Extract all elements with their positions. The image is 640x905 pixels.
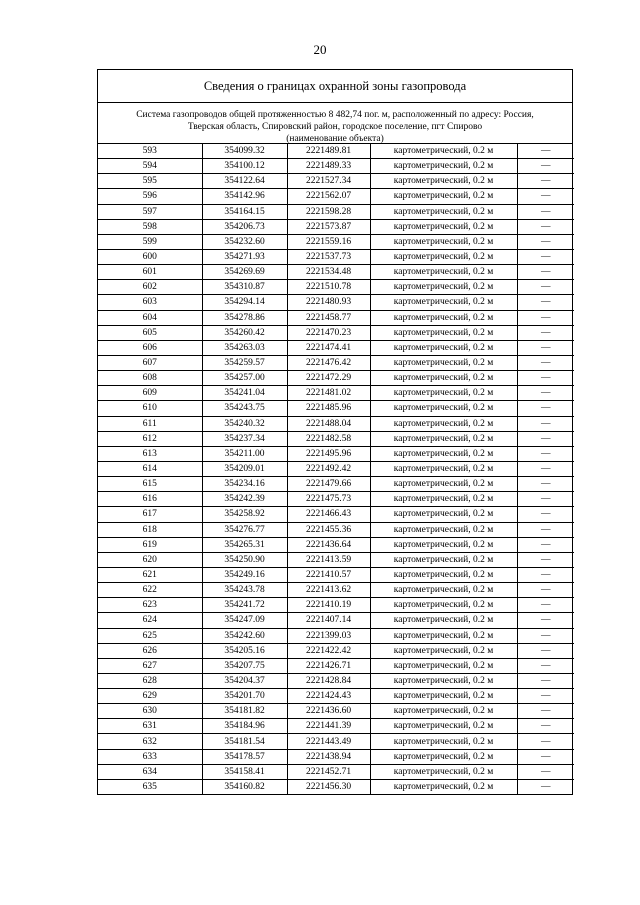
table-row bbox=[98, 431, 574, 446]
table-row bbox=[98, 613, 574, 628]
table-row bbox=[98, 325, 574, 340]
table-row bbox=[98, 552, 574, 567]
coordinates-table-body bbox=[98, 144, 574, 794]
y-coordinate-cell: 2221436.64 bbox=[287, 537, 370, 552]
description-cell: — bbox=[517, 764, 574, 779]
point-number-cell: 597 bbox=[98, 204, 202, 219]
table-row bbox=[98, 628, 574, 643]
point-number-cell: 613 bbox=[98, 446, 202, 461]
point-number-cell: 595 bbox=[98, 174, 202, 189]
method-accuracy-cell: картометрический, 0.2 м bbox=[370, 280, 517, 295]
description-cell: — bbox=[517, 643, 574, 658]
x-coordinate-cell: 354205.16 bbox=[202, 643, 287, 658]
x-coordinate-cell: 354237.34 bbox=[202, 431, 287, 446]
y-coordinate-cell: 2221441.39 bbox=[287, 719, 370, 734]
method-accuracy-cell: картометрический, 0.2 м bbox=[370, 371, 517, 386]
table-row bbox=[98, 673, 574, 688]
y-coordinate-cell: 2221436.60 bbox=[287, 704, 370, 719]
table-row bbox=[98, 446, 574, 461]
table-row bbox=[98, 401, 574, 416]
table-row bbox=[98, 174, 574, 189]
method-accuracy-cell: картометрический, 0.2 м bbox=[370, 144, 517, 159]
method-accuracy-cell: картометрический, 0.2 м bbox=[370, 340, 517, 355]
method-accuracy-cell: картометрический, 0.2 м bbox=[370, 386, 517, 401]
y-coordinate-cell: 2221480.93 bbox=[287, 295, 370, 310]
x-coordinate-cell: 354247.09 bbox=[202, 613, 287, 628]
method-accuracy-cell: картометрический, 0.2 м bbox=[370, 325, 517, 340]
method-accuracy-cell: картометрический, 0.2 м bbox=[370, 174, 517, 189]
y-coordinate-cell: 2221492.42 bbox=[287, 461, 370, 476]
point-number-cell: 619 bbox=[98, 537, 202, 552]
table-row bbox=[98, 234, 574, 249]
table-row bbox=[98, 265, 574, 280]
x-coordinate-cell: 354099.32 bbox=[202, 144, 287, 159]
y-coordinate-cell: 2221413.62 bbox=[287, 583, 370, 598]
x-coordinate-cell: 354278.86 bbox=[202, 310, 287, 325]
description-cell: — bbox=[517, 704, 574, 719]
x-coordinate-cell: 354204.37 bbox=[202, 673, 287, 688]
point-number-cell: 608 bbox=[98, 371, 202, 386]
x-coordinate-cell: 354178.57 bbox=[202, 749, 287, 764]
point-number-cell: 601 bbox=[98, 265, 202, 280]
x-coordinate-cell: 354158.41 bbox=[202, 764, 287, 779]
table-row bbox=[98, 295, 574, 310]
x-coordinate-cell: 354258.92 bbox=[202, 507, 287, 522]
point-number-cell: 628 bbox=[98, 673, 202, 688]
x-coordinate-cell: 354269.69 bbox=[202, 265, 287, 280]
y-coordinate-cell: 2221534.48 bbox=[287, 265, 370, 280]
point-number-cell: 615 bbox=[98, 477, 202, 492]
table-row bbox=[98, 643, 574, 658]
point-number-cell: 630 bbox=[98, 704, 202, 719]
x-coordinate-cell: 354243.78 bbox=[202, 583, 287, 598]
description-cell: — bbox=[517, 583, 574, 598]
x-coordinate-cell: 354257.00 bbox=[202, 371, 287, 386]
table-row bbox=[98, 355, 574, 370]
table-row bbox=[98, 779, 574, 794]
x-coordinate-cell: 354184.96 bbox=[202, 719, 287, 734]
description-cell: — bbox=[517, 144, 574, 159]
method-accuracy-cell: картометрический, 0.2 м bbox=[370, 416, 517, 431]
x-coordinate-cell: 354249.16 bbox=[202, 567, 287, 582]
x-coordinate-cell: 354181.54 bbox=[202, 734, 287, 749]
description-cell: — bbox=[517, 673, 574, 688]
method-accuracy-cell: картометрический, 0.2 м bbox=[370, 764, 517, 779]
point-number-cell: 600 bbox=[98, 249, 202, 264]
description-cell: — bbox=[517, 295, 574, 310]
y-coordinate-cell: 2221410.19 bbox=[287, 598, 370, 613]
point-number-cell: 624 bbox=[98, 613, 202, 628]
method-accuracy-cell: картометрический, 0.2 м bbox=[370, 719, 517, 734]
description-cell: — bbox=[517, 492, 574, 507]
page-number: 20 bbox=[313, 42, 327, 57]
y-coordinate-cell: 2221452.71 bbox=[287, 764, 370, 779]
point-number-cell: 593 bbox=[98, 144, 202, 159]
table-row bbox=[98, 219, 574, 234]
method-accuracy-cell: картометрический, 0.2 м bbox=[370, 734, 517, 749]
description-cell: — bbox=[517, 174, 574, 189]
table-row bbox=[98, 583, 574, 598]
point-number-cell: 609 bbox=[98, 386, 202, 401]
x-coordinate-cell: 354209.01 bbox=[202, 461, 287, 476]
y-coordinate-cell: 2221537.73 bbox=[287, 249, 370, 264]
y-coordinate-cell: 2221573.87 bbox=[287, 219, 370, 234]
point-number-cell: 594 bbox=[98, 159, 202, 174]
method-accuracy-cell: картометрический, 0.2 м bbox=[370, 613, 517, 628]
point-number-cell: 618 bbox=[98, 522, 202, 537]
method-accuracy-cell: картометрический, 0.2 м bbox=[370, 295, 517, 310]
point-number-cell: 631 bbox=[98, 719, 202, 734]
table-row bbox=[98, 537, 574, 552]
y-coordinate-cell: 2221413.59 bbox=[287, 552, 370, 567]
table-row bbox=[98, 764, 574, 779]
x-coordinate-cell: 354276.77 bbox=[202, 522, 287, 537]
point-number-cell: 602 bbox=[98, 280, 202, 295]
table-row bbox=[98, 204, 574, 219]
method-accuracy-cell: картометрический, 0.2 м bbox=[370, 492, 517, 507]
method-accuracy-cell: картометрический, 0.2 м bbox=[370, 189, 517, 204]
y-coordinate-cell: 2221438.94 bbox=[287, 749, 370, 764]
description-cell: — bbox=[517, 401, 574, 416]
description-cell: — bbox=[517, 265, 574, 280]
method-accuracy-cell: картометрический, 0.2 м bbox=[370, 658, 517, 673]
description-cell: — bbox=[517, 446, 574, 461]
description-cell: — bbox=[517, 567, 574, 582]
y-coordinate-cell: 2221466.43 bbox=[287, 507, 370, 522]
table-row bbox=[98, 249, 574, 264]
x-coordinate-cell: 354242.60 bbox=[202, 628, 287, 643]
method-accuracy-cell: картометрический, 0.2 м bbox=[370, 446, 517, 461]
point-number-cell: 621 bbox=[98, 567, 202, 582]
x-coordinate-cell: 354260.42 bbox=[202, 325, 287, 340]
point-number-cell: 626 bbox=[98, 643, 202, 658]
point-number-cell: 596 bbox=[98, 189, 202, 204]
table-row bbox=[98, 340, 574, 355]
point-number-cell: 606 bbox=[98, 340, 202, 355]
description-cell: — bbox=[517, 598, 574, 613]
table-row bbox=[98, 492, 574, 507]
point-number-cell: 610 bbox=[98, 401, 202, 416]
y-coordinate-cell: 2221456.30 bbox=[287, 779, 370, 794]
point-number-cell: 620 bbox=[98, 552, 202, 567]
y-coordinate-cell: 2221495.96 bbox=[287, 446, 370, 461]
method-accuracy-cell: картометрический, 0.2 м bbox=[370, 234, 517, 249]
y-coordinate-cell: 2221598.28 bbox=[287, 204, 370, 219]
method-accuracy-cell: картометрический, 0.2 м bbox=[370, 643, 517, 658]
y-coordinate-cell: 2221482.58 bbox=[287, 431, 370, 446]
description-cell: — bbox=[517, 204, 574, 219]
description-cell: — bbox=[517, 779, 574, 794]
method-accuracy-cell: картометрический, 0.2 м bbox=[370, 567, 517, 582]
point-number-cell: 633 bbox=[98, 749, 202, 764]
x-coordinate-cell: 354243.75 bbox=[202, 401, 287, 416]
table-row bbox=[98, 371, 574, 386]
point-number-cell: 605 bbox=[98, 325, 202, 340]
y-coordinate-cell: 2221422.42 bbox=[287, 643, 370, 658]
x-coordinate-cell: 354181.82 bbox=[202, 704, 287, 719]
description-cell: — bbox=[517, 628, 574, 643]
point-number-cell: 607 bbox=[98, 355, 202, 370]
y-coordinate-cell: 2221489.81 bbox=[287, 144, 370, 159]
x-coordinate-cell: 354250.90 bbox=[202, 552, 287, 567]
point-number-cell: 616 bbox=[98, 492, 202, 507]
description-cell: — bbox=[517, 249, 574, 264]
x-coordinate-cell: 354234.16 bbox=[202, 477, 287, 492]
object-description bbox=[98, 103, 572, 144]
table-row bbox=[98, 310, 574, 325]
table-row bbox=[98, 144, 574, 159]
zone-boundary-document bbox=[97, 69, 573, 795]
table-row bbox=[98, 689, 574, 704]
x-coordinate-cell: 354122.64 bbox=[202, 174, 287, 189]
method-accuracy-cell: картометрический, 0.2 м bbox=[370, 431, 517, 446]
description-cell: — bbox=[517, 734, 574, 749]
method-accuracy-cell: картометрический, 0.2 м bbox=[370, 265, 517, 280]
x-coordinate-cell: 354310.87 bbox=[202, 280, 287, 295]
table-row bbox=[98, 507, 574, 522]
table-row bbox=[98, 386, 574, 401]
y-coordinate-cell: 2221475.73 bbox=[287, 492, 370, 507]
table-row bbox=[98, 280, 574, 295]
method-accuracy-cell: картометрический, 0.2 м bbox=[370, 401, 517, 416]
y-coordinate-cell: 2221428.84 bbox=[287, 673, 370, 688]
table-row bbox=[98, 719, 574, 734]
description-cell: — bbox=[517, 386, 574, 401]
y-coordinate-cell: 2221426.71 bbox=[287, 658, 370, 673]
x-coordinate-cell: 354160.82 bbox=[202, 779, 287, 794]
description-cell: — bbox=[517, 689, 574, 704]
description-cell: — bbox=[517, 522, 574, 537]
x-coordinate-cell: 354206.73 bbox=[202, 219, 287, 234]
table-row bbox=[98, 189, 574, 204]
method-accuracy-cell: картометрический, 0.2 м bbox=[370, 249, 517, 264]
table-row bbox=[98, 598, 574, 613]
y-coordinate-cell: 2221479.66 bbox=[287, 477, 370, 492]
method-accuracy-cell: картометрический, 0.2 м bbox=[370, 461, 517, 476]
x-coordinate-cell: 354259.57 bbox=[202, 355, 287, 370]
table-row bbox=[98, 461, 574, 476]
description-cell: — bbox=[517, 507, 574, 522]
table-row bbox=[98, 522, 574, 537]
coordinates-table bbox=[98, 144, 574, 794]
y-coordinate-cell: 2221474.41 bbox=[287, 340, 370, 355]
method-accuracy-cell: картометрический, 0.2 м bbox=[370, 522, 517, 537]
point-number-cell: 614 bbox=[98, 461, 202, 476]
method-accuracy-cell: картометрический, 0.2 м bbox=[370, 537, 517, 552]
table-row bbox=[98, 477, 574, 492]
y-coordinate-cell: 2221485.96 bbox=[287, 401, 370, 416]
y-coordinate-cell: 2221410.57 bbox=[287, 567, 370, 582]
point-number-cell: 603 bbox=[98, 295, 202, 310]
method-accuracy-cell: картометрический, 0.2 м bbox=[370, 749, 517, 764]
y-coordinate-cell: 2221559.16 bbox=[287, 234, 370, 249]
point-number-cell: 629 bbox=[98, 689, 202, 704]
y-coordinate-cell: 2221510.78 bbox=[287, 280, 370, 295]
point-number-cell: 634 bbox=[98, 764, 202, 779]
description-cell: — bbox=[517, 431, 574, 446]
y-coordinate-cell: 2221470.23 bbox=[287, 325, 370, 340]
description-cell: — bbox=[517, 658, 574, 673]
description-cell: — bbox=[517, 416, 574, 431]
description-cell: — bbox=[517, 280, 574, 295]
table-row bbox=[98, 567, 574, 582]
y-coordinate-cell: 2221443.49 bbox=[287, 734, 370, 749]
description-cell: — bbox=[517, 371, 574, 386]
description-cell: — bbox=[517, 477, 574, 492]
x-coordinate-cell: 354265.31 bbox=[202, 537, 287, 552]
point-number-cell: 604 bbox=[98, 310, 202, 325]
method-accuracy-cell: картометрический, 0.2 м bbox=[370, 704, 517, 719]
x-coordinate-cell: 354164.15 bbox=[202, 204, 287, 219]
point-number-cell: 622 bbox=[98, 583, 202, 598]
description-cell: — bbox=[517, 355, 574, 370]
point-number-cell: 598 bbox=[98, 219, 202, 234]
y-coordinate-cell: 2221527.34 bbox=[287, 174, 370, 189]
y-coordinate-cell: 2221399.03 bbox=[287, 628, 370, 643]
description-cell: — bbox=[517, 613, 574, 628]
table-row bbox=[98, 658, 574, 673]
x-coordinate-cell: 354271.93 bbox=[202, 249, 287, 264]
method-accuracy-cell: картометрический, 0.2 м bbox=[370, 598, 517, 613]
description-cell: — bbox=[517, 461, 574, 476]
y-coordinate-cell: 2221489.33 bbox=[287, 159, 370, 174]
table-row bbox=[98, 704, 574, 719]
method-accuracy-cell: картометрический, 0.2 м bbox=[370, 219, 517, 234]
description-cell: — bbox=[517, 234, 574, 249]
x-coordinate-cell: 354201.70 bbox=[202, 689, 287, 704]
method-accuracy-cell: картометрический, 0.2 м bbox=[370, 477, 517, 492]
x-coordinate-cell: 354211.00 bbox=[202, 446, 287, 461]
point-number-cell: 617 bbox=[98, 507, 202, 522]
table-row bbox=[98, 159, 574, 174]
x-coordinate-cell: 354241.04 bbox=[202, 386, 287, 401]
description-cell: — bbox=[517, 189, 574, 204]
x-coordinate-cell: 354263.03 bbox=[202, 340, 287, 355]
y-coordinate-cell: 2221488.04 bbox=[287, 416, 370, 431]
y-coordinate-cell: 2221458.77 bbox=[287, 310, 370, 325]
method-accuracy-cell: картометрический, 0.2 м bbox=[370, 159, 517, 174]
method-accuracy-cell: картометрический, 0.2 м bbox=[370, 689, 517, 704]
y-coordinate-cell: 2221472.29 bbox=[287, 371, 370, 386]
method-accuracy-cell: картометрический, 0.2 м bbox=[370, 552, 517, 567]
point-number-cell: 623 bbox=[98, 598, 202, 613]
point-number-cell: 627 bbox=[98, 658, 202, 673]
method-accuracy-cell: картометрический, 0.2 м bbox=[370, 507, 517, 522]
document-title: Сведения о границах охранной зоны газопровода bbox=[98, 70, 572, 103]
description-cell: — bbox=[517, 552, 574, 567]
point-number-cell: 625 bbox=[98, 628, 202, 643]
point-number-cell: 612 bbox=[98, 431, 202, 446]
y-coordinate-cell: 2221455.36 bbox=[287, 522, 370, 537]
table-row bbox=[98, 416, 574, 431]
method-accuracy-cell: картометрический, 0.2 м bbox=[370, 204, 517, 219]
table-row bbox=[98, 749, 574, 764]
description-cell: — bbox=[517, 749, 574, 764]
description-line-2: Тверская область, Спировский район, городское поселение, пгт Спирово bbox=[187, 122, 483, 132]
point-number-cell: 611 bbox=[98, 416, 202, 431]
point-number-cell: 632 bbox=[98, 734, 202, 749]
description-cell: — bbox=[517, 340, 574, 355]
x-coordinate-cell: 354294.14 bbox=[202, 295, 287, 310]
x-coordinate-cell: 354232.60 bbox=[202, 234, 287, 249]
method-accuracy-cell: картометрический, 0.2 м bbox=[370, 310, 517, 325]
point-number-cell: 599 bbox=[98, 234, 202, 249]
description-cell: — bbox=[517, 537, 574, 552]
x-coordinate-cell: 354100.12 bbox=[202, 159, 287, 174]
description-cell: — bbox=[517, 325, 574, 340]
x-coordinate-cell: 354142.96 bbox=[202, 189, 287, 204]
point-number-cell: 635 bbox=[98, 779, 202, 794]
y-coordinate-cell: 2221407.14 bbox=[287, 613, 370, 628]
description-line-1: Система газопроводов общей протяженностью 8 482,74 пог. м, расположенный по адресу: Россия, bbox=[136, 110, 534, 120]
table-row bbox=[98, 734, 574, 749]
x-coordinate-cell: 354207.75 bbox=[202, 658, 287, 673]
description-cell: — bbox=[517, 219, 574, 234]
x-coordinate-cell: 354242.39 bbox=[202, 492, 287, 507]
method-accuracy-cell: картометрический, 0.2 м bbox=[370, 583, 517, 598]
method-accuracy-cell: картометрический, 0.2 м bbox=[370, 673, 517, 688]
y-coordinate-cell: 2221424.43 bbox=[287, 689, 370, 704]
method-accuracy-cell: картометрический, 0.2 м bbox=[370, 628, 517, 643]
method-accuracy-cell: картометрический, 0.2 м bbox=[370, 355, 517, 370]
method-accuracy-cell: картометрический, 0.2 м bbox=[370, 779, 517, 794]
x-coordinate-cell: 354241.72 bbox=[202, 598, 287, 613]
description-caption: (наименование объекта) bbox=[286, 134, 384, 144]
y-coordinate-cell: 2221476.42 bbox=[287, 355, 370, 370]
description-cell: — bbox=[517, 310, 574, 325]
description-cell: — bbox=[517, 719, 574, 734]
description-cell: — bbox=[517, 159, 574, 174]
y-coordinate-cell: 2221481.02 bbox=[287, 386, 370, 401]
y-coordinate-cell: 2221562.07 bbox=[287, 189, 370, 204]
x-coordinate-cell: 354240.32 bbox=[202, 416, 287, 431]
